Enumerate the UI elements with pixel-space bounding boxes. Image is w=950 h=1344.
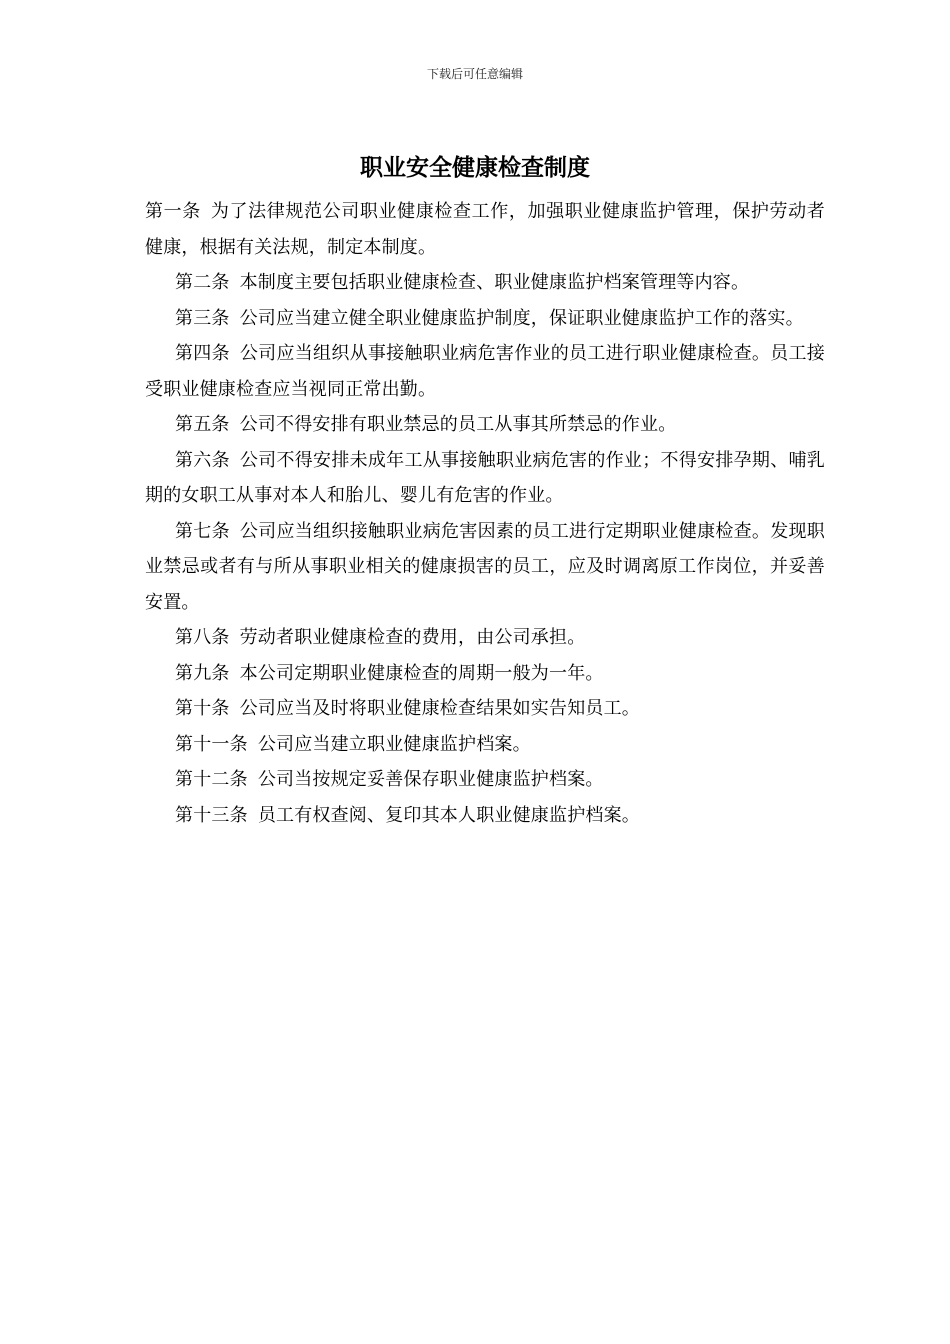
article-number: 第十二条 [175, 769, 248, 790]
article-text: 劳动者职业健康检查的费用，由公司承担。 [239, 627, 586, 648]
article-number: 第十一条 [175, 733, 248, 755]
article-number: 第三条 [175, 307, 230, 329]
article-10 [145, 691, 825, 727]
article-text: 公司当按规定妥善保存职业健康监护档案。 [257, 769, 604, 790]
article-text: 本公司定期职业健康检查的周期一般为一年。 [239, 662, 604, 684]
article-text: 公司应当组织接触职业病危害因素的员工进行定期职业健康检查。发现职业禁忌或者有与所从事职业相关的健康损害的员工，应及时调离原工作岗位，并妥善安置。 [145, 520, 825, 613]
article-text: 公司不得安排未成年工从事接触职业病危害的作业；不得安排孕期、哺乳期的女职工从事对本人和胎儿、婴儿有危害的作业。 [145, 449, 825, 506]
article-1 [145, 194, 825, 265]
article-6 [145, 443, 825, 514]
article-7 [145, 514, 825, 621]
article-number: 第一条 [145, 201, 201, 222]
document-title: 职业安全健康检查制度 [360, 155, 590, 181]
header-note: 下载后可任意编辑 [426, 67, 523, 81]
article-number: 第四条 [175, 343, 230, 364]
article-number: 第十条 [175, 698, 230, 719]
article-text: 公司应当建立健全职业健康监护制度，保证职业健康监护工作的落实。 [239, 307, 804, 329]
article-11 [145, 727, 825, 763]
article-13 [145, 798, 825, 834]
article-text: 员工有权查阅、复印其本人职业健康监护档案。 [257, 804, 641, 826]
article-text: 公司应当建立职业健康监护档案。 [257, 733, 531, 755]
article-text: 为了法律规范公司职业健康检查工作，加强职业健康监护管理，保护劳动者健康，根据有关法规，制定本制度。 [145, 201, 825, 258]
article-3 [145, 301, 825, 337]
article-number: 第九条 [175, 662, 230, 684]
article-number: 第六条 [175, 449, 230, 471]
article-5 [145, 407, 825, 443]
article-text: 公司应当及时将职业健康检查结果如实告知员工。 [239, 698, 641, 719]
article-number: 第七条 [175, 520, 230, 542]
article-text: 公司不得安排有职业禁忌的员工从事其所禁忌的作业。 [239, 414, 677, 435]
article-2 [145, 265, 825, 301]
article-number: 第八条 [175, 627, 230, 648]
article-text: 本制度主要包括职业健康检查、职业健康监护档案管理等内容。 [239, 272, 750, 293]
article-text: 公司应当组织从事接触职业病危害作业的员工进行职业健康检查。员工接受职业健康检查应当视同正常出勤。 [145, 343, 825, 400]
document-body [145, 194, 825, 833]
article-number: 第五条 [175, 414, 230, 435]
article-8 [145, 620, 825, 656]
article-number: 第二条 [175, 272, 230, 293]
article-9 [145, 656, 825, 692]
article-number: 第十三条 [175, 804, 248, 826]
article-12 [145, 762, 825, 798]
article-4 [145, 336, 825, 407]
